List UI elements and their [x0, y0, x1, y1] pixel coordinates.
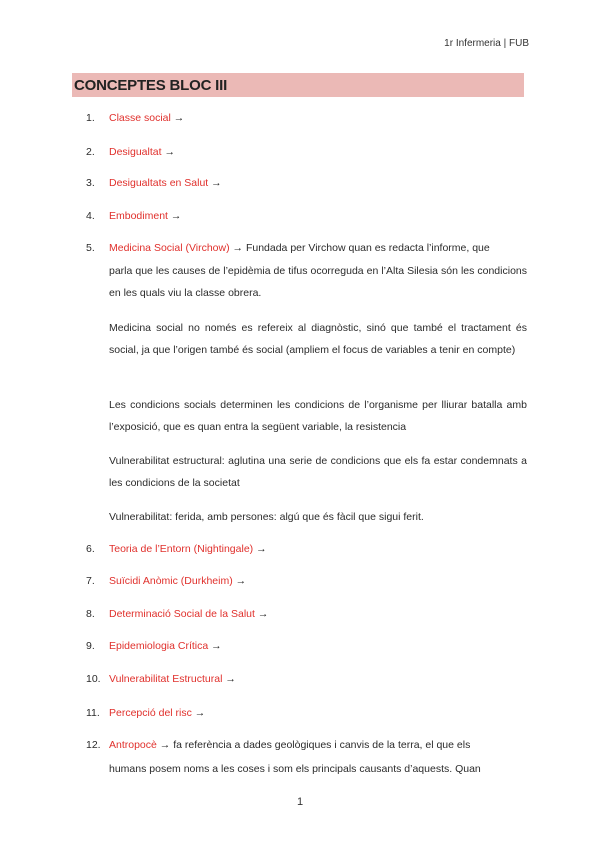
item-term: Percepció del risc [109, 707, 192, 719]
item-term: Determinació Social de la Salut [109, 608, 255, 620]
arrow-icon: → [222, 673, 236, 685]
arrow-icon: → [156, 739, 171, 751]
arrow-icon: → [208, 640, 222, 652]
paragraph: Medicina social no només es refereix al diagnòstic, sinó que també el tractament és social, ja que l’origen també és social (ampliem el focus de variables a tenir en compte) [109, 322, 527, 356]
page-number: 1 [296, 796, 304, 808]
item-text: fa referència a dades geològiques i canvis de la terra, el que els [170, 739, 471, 751]
item-term: Vulnerabilitat Estructural [109, 673, 223, 685]
item-term: Antropocè [109, 739, 157, 751]
item-term: Teoria de l’Entorn (Nightingale) [109, 543, 254, 555]
item-text: Fundada per Virchow quan es redacta l’informe, que [243, 242, 490, 254]
item-term: Desigualtat [109, 146, 162, 158]
page-header: 1r Infermeria | FUB [444, 38, 529, 49]
item-term: Epidemiologia Crítica [109, 640, 209, 652]
arrow-icon: → [208, 177, 222, 189]
arrow-icon: → [170, 112, 185, 124]
item-number: 10. [86, 673, 101, 685]
item-number: 2. [86, 146, 95, 158]
paragraph: Vulnerabilitat estructural: aglutina una serie de condicions que els fa estar condemnats a les condicions de la societat [109, 455, 527, 489]
item-continuation: humans posem noms a les coses i som els principals causants d’aquests. Quan [109, 763, 481, 775]
arrow-icon: → [254, 608, 269, 620]
arrow-icon: → [167, 210, 182, 222]
arrow-icon: → [232, 575, 247, 587]
item-term: Classe social [109, 112, 171, 124]
item-number: 5. [86, 242, 95, 254]
arrow-icon: → [253, 543, 267, 555]
item-number: 8. [86, 608, 95, 620]
item-number: 11. [86, 707, 100, 719]
section-title-bar [72, 73, 524, 97]
paragraph: Vulnerabilitat: ferida, amb persones: algú que és fàcil que sigui ferit. [109, 511, 424, 523]
arrow-icon: → [229, 242, 244, 254]
item-number: 6. [86, 543, 95, 555]
item-number: 12. [86, 739, 101, 751]
item-number: 4. [86, 210, 95, 222]
item-continuation: parla que les causes de l’epidèmia de tifus ocorreguda en l’Alta Silesia són les condicions en les quals viu la classe obrera. [109, 265, 527, 299]
arrow-icon: → [161, 146, 175, 158]
item-term: Desigualtats en Salut [109, 177, 209, 189]
item-number: 1. [86, 112, 95, 124]
item-term: Embodiment [109, 210, 168, 222]
section-title: CONCEPTES BLOC III [74, 77, 228, 94]
item-term: Suïcidi Anòmic (Durkheim) [109, 575, 233, 587]
item-term: Medicina Social (Virchow) [109, 242, 230, 254]
item-number: 7. [86, 575, 95, 587]
paragraph: Les condicions socials determinen les condicions de l’organisme per lliurar batalla amb l’exposició, que es quan entra la següent variable, la resistencia [109, 399, 527, 433]
item-number: 9. [86, 640, 95, 652]
item-number: 3. [86, 177, 95, 189]
arrow-icon: → [191, 707, 206, 719]
